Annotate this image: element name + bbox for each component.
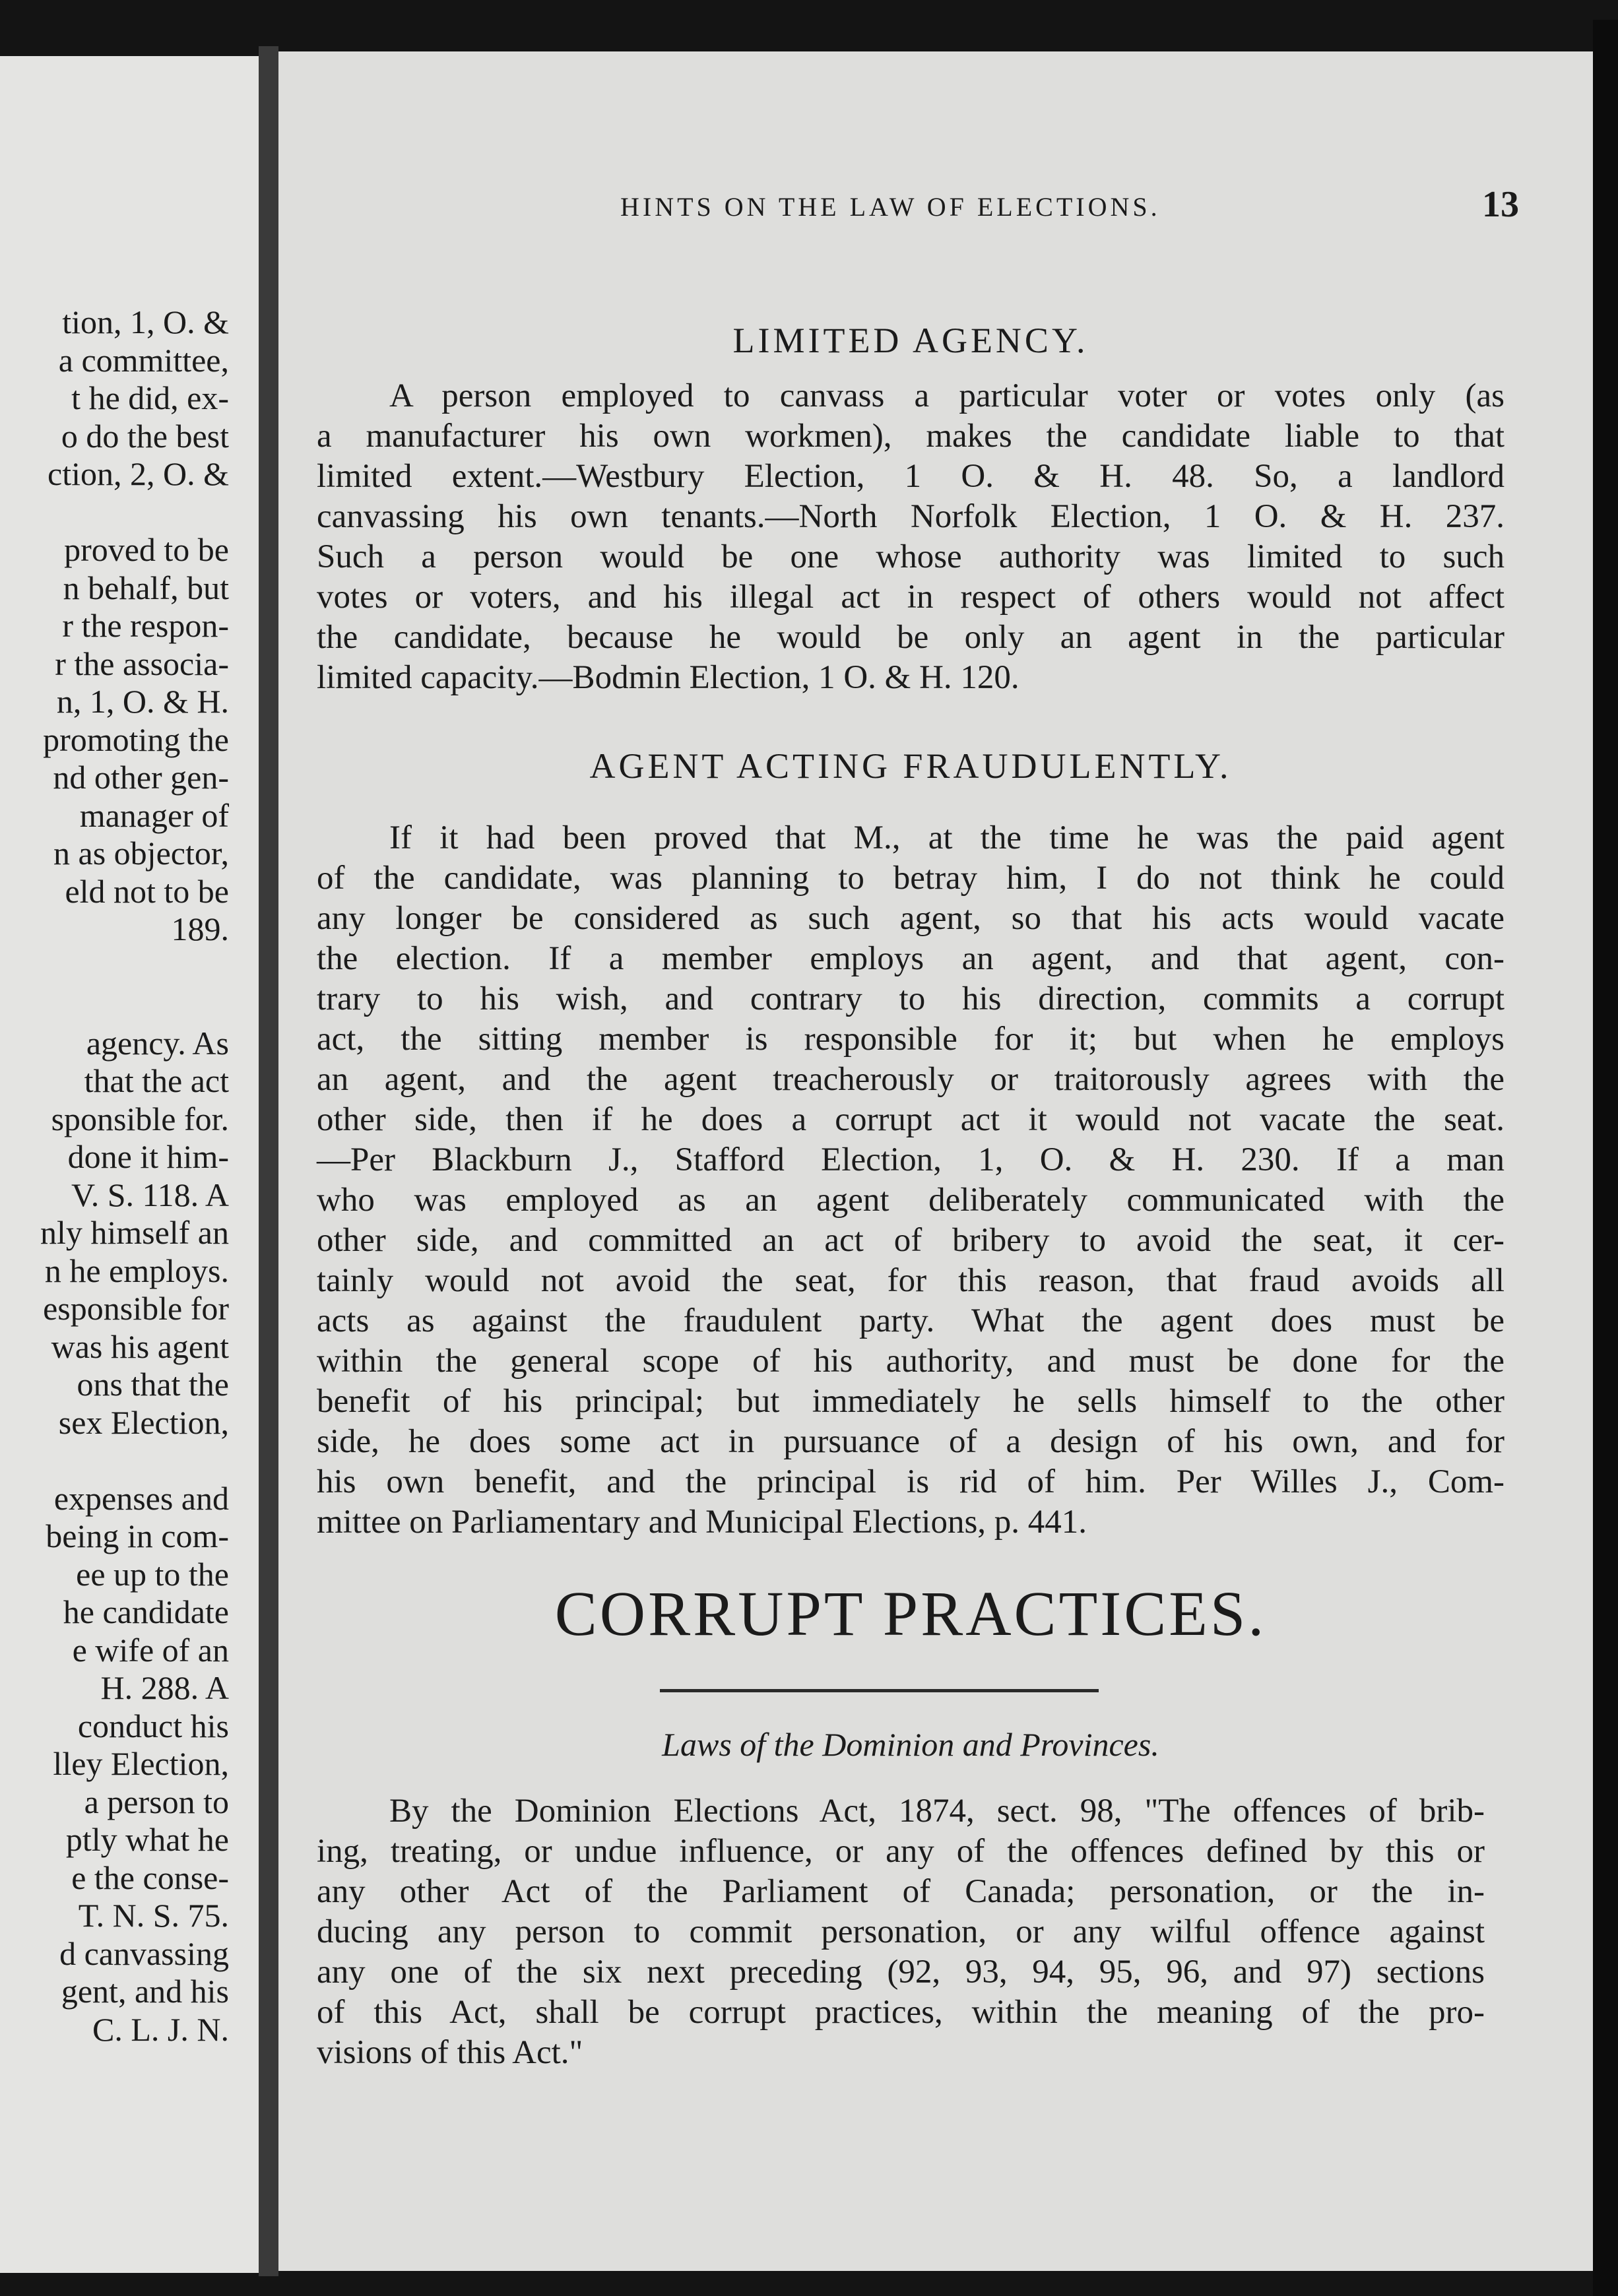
- previous-page-line: e the conse-: [71, 1859, 229, 1896]
- book-gutter: [259, 46, 278, 2276]
- text-line: side, he does some act in pursuance of a design of his own, and for: [317, 1423, 1505, 1460]
- previous-page-line: done it him-: [67, 1138, 229, 1175]
- text-line: a manufacturer his own workmen), makes the candidate liable to that: [317, 418, 1505, 455]
- previous-page-line: n as objector,: [53, 835, 229, 872]
- previous-page-line: ptly what he: [65, 1821, 229, 1858]
- paragraph-agent-fraudulently: [317, 818, 1505, 1543]
- text-line: other side, then if he does a corrupt act it would not vacate the seat.: [317, 1101, 1505, 1138]
- previous-page-line: being in com-: [46, 1517, 229, 1554]
- previous-page-line: esponsible for: [43, 1290, 229, 1327]
- text-line: tainly would not avoid the seat, for this reason, that fraud avoids all: [317, 1262, 1505, 1299]
- previous-page-line: manager of: [79, 796, 229, 834]
- heading-rule: [660, 1689, 1099, 1692]
- text-line: votes or voters, and his illegal act in respect of others would not affect: [317, 579, 1505, 616]
- previous-page-line: ee up to the: [76, 1555, 229, 1593]
- text-line: Such a person would be one whose authority was limited to such: [317, 538, 1505, 575]
- text-line: trary to his wish, and contrary to his direction, commits a corrupt: [317, 980, 1505, 1017]
- paragraph-limited-agency: [317, 376, 1505, 698]
- previous-page-line: nly himself an: [40, 1214, 229, 1251]
- text-line: who was employed as an agent deliberately communicated with the: [317, 1182, 1505, 1219]
- previous-page-line: C. L. J. N.: [92, 2010, 229, 2048]
- previous-page-line: expenses and: [53, 1479, 229, 1517]
- text-line: If it had been proved that M., at the time he was the paid agent: [389, 819, 1505, 856]
- running-head: [343, 184, 1519, 231]
- text-line: benefit of his principal; but immediately he sells himself to the other: [317, 1383, 1505, 1420]
- text-line: of the candidate, was planning to betray him, I do not think he could: [317, 860, 1505, 897]
- previous-page-line: T. N. S. 75.: [78, 1897, 229, 1934]
- text-line: acts as against the fraudulent party. What the agent does must be: [317, 1302, 1505, 1339]
- text-line: limited extent.—Westbury Election, 1 O. & H. 48. So, a landlord: [317, 458, 1505, 495]
- previous-page-line: o do the best: [61, 417, 229, 455]
- running-title: HINTS ON THE LAW OF ELECTIONS.: [620, 192, 1161, 222]
- previous-page-line: he candidate: [63, 1593, 229, 1630]
- previous-page-line: lley Election,: [53, 1745, 229, 1782]
- previous-page-line: nd other gen-: [53, 759, 229, 796]
- previous-page-line: proved to be: [64, 531, 229, 568]
- previous-page-line: that the act: [84, 1062, 229, 1099]
- subheading-laws: Laws of the Dominion and Provinces.: [662, 1726, 1159, 1763]
- text-line: an agent, and the agent treacherously or traitorously agrees with the: [317, 1061, 1505, 1098]
- previous-page-line: r the respon-: [62, 607, 229, 644]
- text-line: of this Act, shall be corrupt practices, within the meaning of the pro-: [317, 1994, 1485, 2031]
- previous-page-line: V. S. 118. A: [71, 1176, 229, 1213]
- text-line: any other Act of the Parliament of Canada; personation, or the in-: [317, 1873, 1485, 1910]
- text-line: ing, treating, or undue influence, or any of the offences defined by this or: [317, 1833, 1485, 1870]
- previous-page-line: t he did, ex-: [71, 379, 229, 416]
- previous-page-line: H. 288. A: [100, 1669, 229, 1706]
- text-line: act, the sitting member is responsible for it; but when he employs: [317, 1021, 1505, 1058]
- page-number: 13: [1482, 184, 1519, 225]
- previous-page-line: r the associa-: [55, 645, 229, 682]
- page-edge: [1593, 20, 1618, 2296]
- text-line: —Per Blackburn J., Stafford Election, 1, O. & H. 230. If a man: [317, 1141, 1505, 1178]
- text-line: A person employed to canvass a particular voter or votes only (as: [389, 377, 1505, 414]
- previous-page-line: was his agent: [51, 1327, 229, 1365]
- previous-page-line: d canvassing: [59, 1934, 229, 1972]
- previous-page-line: sponsible for.: [51, 1100, 229, 1137]
- text-line: ducing any person to commit personation, or any wilful offence against: [317, 1913, 1485, 1950]
- previous-page-line: agency. As: [86, 1024, 229, 1062]
- text-line: mittee on Parliamentary and Municipal Elections, p. 441.: [317, 1504, 1087, 1541]
- text-line: By the Dominion Elections Act, 1874, sect. 98, "The offences of brib-: [389, 1793, 1485, 1830]
- previous-page-line: ction, 2, O. &: [48, 455, 229, 492]
- previous-page-line: n, 1, O. & H.: [56, 683, 229, 720]
- previous-page-line: ons that the: [77, 1366, 229, 1403]
- text-line: the candidate, because he would be only an agent in the particular: [317, 619, 1505, 656]
- previous-page-line: sex Election,: [58, 1403, 229, 1441]
- previous-page-line: gent, and his: [61, 1973, 229, 2010]
- text-line: his own benefit, and the principal is rid of him. Per Willes J., Com-: [317, 1463, 1505, 1500]
- previous-page-line: n behalf, but: [63, 569, 229, 606]
- text-line: limited capacity.—Bodmin Election, 1 O. & H. 120.: [317, 659, 1019, 696]
- section-heading-limited-agency: LIMITED AGENCY.: [732, 321, 1089, 360]
- paragraph-corrupt-practices: [317, 1791, 1485, 2073]
- text-line: within the general scope of his authority, and must be done for the: [317, 1343, 1505, 1380]
- text-line: the election. If a member employs an agent, and that agent, con-: [317, 940, 1505, 977]
- previous-page-line: a committee,: [58, 341, 229, 379]
- text-line: any longer be considered as such agent, so that his acts would vacate: [317, 900, 1505, 937]
- previous-page-line: tion, 1, O. &: [62, 303, 229, 340]
- previous-page-line: promoting the: [43, 720, 229, 758]
- text-line: any one of the six next preceding (92, 93, 94, 95, 96, and 97) sections: [317, 1954, 1485, 1991]
- previous-page-fragment: [0, 56, 259, 2273]
- previous-page-line: a person to: [84, 1783, 229, 1820]
- previous-page-line: e wife of an: [72, 1631, 229, 1669]
- text-line: visions of this Act.": [317, 2034, 583, 2071]
- previous-page-line: 189.: [171, 910, 229, 947]
- section-heading-agent-fraudulently: AGENT ACTING FRAUDULENTLY.: [589, 746, 1232, 786]
- previous-page-line: eld not to be: [65, 872, 229, 910]
- chapter-heading-corrupt-practices: CORRUPT PRACTICES.: [554, 1578, 1267, 1649]
- previous-page-line: n he employs.: [44, 1252, 229, 1289]
- text-line: other side, and committed an act of bribery to avoid the seat, it cer-: [317, 1222, 1505, 1259]
- text-line: canvassing his own tenants.—North Norfolk Election, 1 O. & H. 237.: [317, 498, 1505, 535]
- previous-page-line: conduct his: [77, 1707, 229, 1744]
